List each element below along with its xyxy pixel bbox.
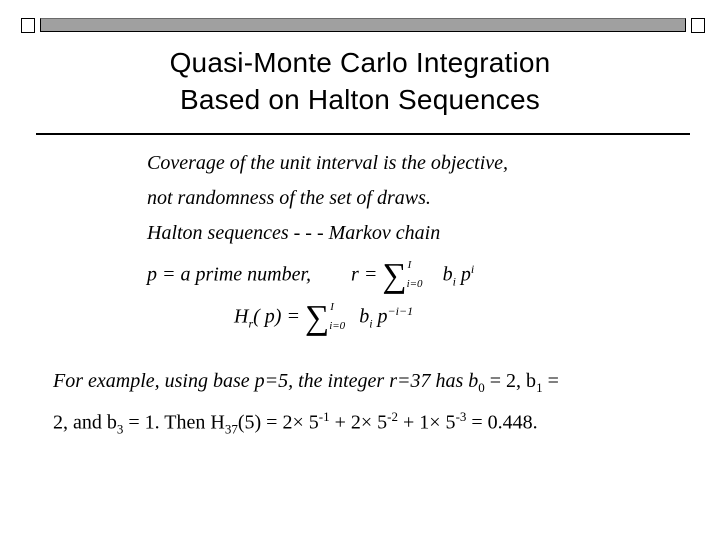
example-text-1: For example, using base p=5, the integer r=37 has b [53,370,479,392]
title-line-1: Quasi-Monte Carlo Integration [169,47,551,78]
sum1-lower: i=0 [406,277,423,290]
sum1-upper: I [407,258,412,271]
formula1-lhs: r = [351,263,378,286]
example-exp-2: -2 [387,409,398,424]
sum2-upper: I [330,300,334,313]
formula-prime-sum [147,257,475,295]
example-line-2 [53,402,693,444]
formula1-term-p: p [460,263,471,286]
formula2-lhs-arg: ( p) = [253,305,300,328]
example-exp-1: -1 [318,409,330,424]
header-gray-bar [40,18,686,32]
example-text-5: = 1. Then H [123,411,225,434]
example-text-2: = 2, b [484,370,537,392]
example-paragraph [53,367,693,444]
example-text-3: = [542,370,559,392]
formula-halton [234,299,414,337]
sum-symbol-2: ∑ [304,299,330,337]
formula2-lhs-sub: r [248,316,254,331]
slide-title [60,44,660,118]
formula1-term-b: b [442,263,453,286]
bullet-line-2: not randomness of the set of draws. [147,187,431,209]
example-b3-sub: 3 [116,421,124,437]
example-h-sub: 37 [224,421,238,437]
title-line-2: Based on Halton Sequences [180,84,540,115]
example-text-7: + 2× 5 [329,411,388,434]
example-text-6: (5) = 2× 5 [237,411,319,434]
formula2-term-b: b [359,305,370,328]
example-line-1 [53,367,693,402]
decorative-header-bar [21,13,705,37]
sum2-lower: i=0 [329,319,346,332]
example-text-4: 2, and b [53,411,117,434]
example-exp-3: -3 [455,409,467,424]
formula2-term-b-sub: i [369,316,373,331]
example-b1-sub: 1 [536,380,543,395]
formula2-lhs: H [234,305,249,328]
formula1-term-exp: i [470,262,475,276]
sum-limits-2 [329,300,346,332]
sum-symbol-1: ∑ [382,257,407,295]
example-text-8: + 1× 5 [398,411,456,434]
formula1-term-b-sub: i [452,274,456,289]
header-left-square [21,18,35,33]
formula2-term-exp: −i−1 [387,304,414,318]
formula1-lead: p = a prime number, [147,263,312,286]
title-divider [36,133,690,135]
header-right-square [691,18,705,33]
example-b0-sub: 0 [478,380,485,395]
bullet-line-1: Coverage of the unit interval is the objective, [147,152,509,174]
sum-limits-1 [406,258,423,290]
example-text-9: = 0.448. [466,411,538,434]
bullet-line-3: Halton sequences - - - Markov chain [147,222,441,244]
formula2-term-p: p [377,305,388,328]
